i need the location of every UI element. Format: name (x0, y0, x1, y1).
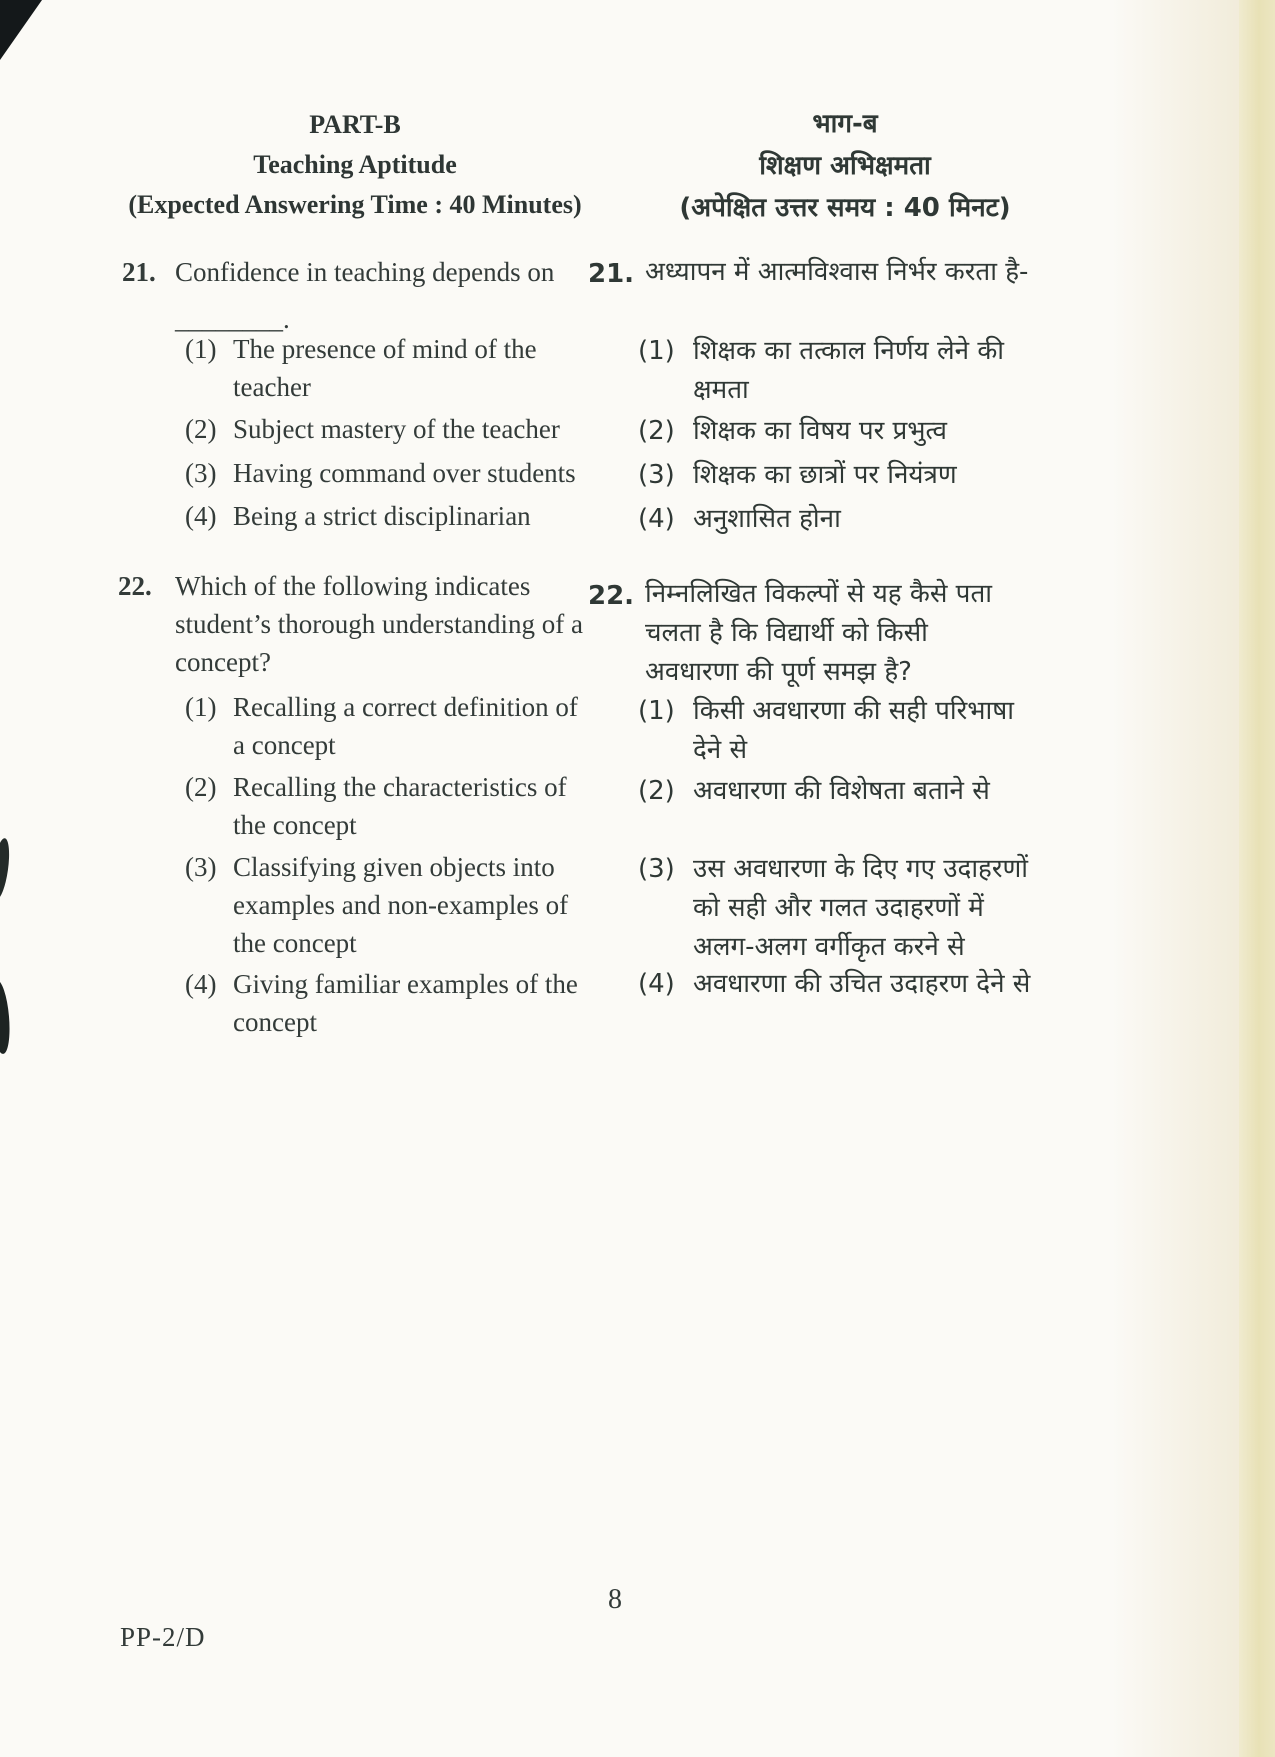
option-number: (4) (638, 969, 675, 999)
option-text (693, 772, 1163, 811)
option-number: (4) (185, 969, 217, 999)
option-line: अवधारणा की विशेषता बताने से (693, 776, 990, 806)
option-line: उस अवधारणा के दिए गए उदाहरणों (693, 854, 1029, 884)
q22-stem-line: चलता है कि विद्यार्थी को किसी (645, 618, 928, 648)
option-text (693, 412, 1163, 451)
q22-number-en: 22. (118, 571, 152, 601)
q21-number-en: 21. (122, 257, 156, 287)
scan-corner-artifact (0, 0, 42, 60)
scan-edge-mark (0, 979, 12, 1054)
q21-stem-en (175, 253, 590, 338)
q21-blank-line: ________. (175, 304, 290, 334)
option-line: अलग-अलग वर्गीकृत करने से (693, 932, 965, 962)
option-line: को सही और गलत उदाहरणों में (693, 893, 984, 923)
q21-stem-hi (645, 253, 1145, 292)
option-text (693, 692, 1163, 770)
q21-number-hi: 21. (588, 259, 635, 289)
page-number: 8 (608, 1584, 622, 1615)
option-number: (3) (185, 458, 217, 488)
section-header-hi (615, 103, 1075, 229)
option-number: (1) (638, 336, 675, 366)
option-text (233, 965, 593, 1041)
option-line: The presence of mind of the (233, 334, 537, 364)
section-header-en (120, 105, 590, 225)
q22-stem-en (175, 567, 595, 681)
q22-stem-line: निम्नलिखित विकल्पों से यह कैसे पता (645, 579, 993, 609)
option-number: (2) (185, 414, 217, 444)
scan-edge-mark (0, 837, 12, 900)
option-line: अनुशासित होना (693, 504, 841, 534)
option-line: teacher (233, 372, 311, 402)
option-number: (2) (638, 416, 675, 446)
option-number: (4) (638, 504, 675, 534)
option-line: Being a strict disciplinarian (233, 501, 531, 531)
option-text (233, 768, 593, 844)
q21-stem-line: Confidence in teaching depends on (175, 257, 555, 287)
option-number: (2) (638, 776, 675, 806)
option-line: क्षमता (693, 375, 749, 405)
option-line: concept (233, 1007, 317, 1037)
option-text (233, 330, 593, 406)
option-number: (1) (185, 334, 217, 364)
option-text (693, 332, 1163, 410)
option-text (233, 848, 593, 962)
option-text (233, 454, 593, 492)
option-number: (3) (638, 854, 675, 884)
option-line: Having command over students (233, 458, 576, 488)
option-line: देने से (693, 735, 748, 765)
option-number: (3) (185, 852, 217, 882)
option-line: the concept (233, 928, 357, 958)
option-line: शिक्षक का विषय पर प्रभुत्व (693, 416, 947, 446)
page-edge-band (1239, 0, 1275, 1757)
option-line: Subject mastery of the teacher (233, 414, 560, 444)
option-line: Recalling a correct definition of (233, 692, 578, 722)
option-line: Classifying given objects into (233, 852, 555, 882)
option-line: Recalling the characteristics of (233, 772, 567, 802)
option-text (693, 500, 1163, 539)
q22-stem-line: concept? (175, 647, 271, 677)
part-title-en: PART-B (309, 110, 401, 139)
option-line: a concept (233, 730, 336, 760)
paper-code: PP-2/D (120, 1622, 206, 1652)
part-title-hi: भाग-ब (812, 109, 878, 139)
option-line: अवधारणा की उचित उदाहरण देने से (693, 969, 1031, 999)
q22-stem-line: Which of the following indicates (175, 571, 531, 601)
option-text (693, 456, 1163, 495)
option-text (233, 497, 593, 535)
option-line: शिक्षक का तत्काल निर्णय लेने की (693, 336, 1005, 366)
option-number: (4) (185, 501, 217, 531)
time-note-hi: (अपेक्षित उत्तर समय : 40 मिनट) (679, 193, 1011, 223)
option-line: Giving familiar examples of the (233, 969, 578, 999)
subject-title-en: Teaching Aptitude (253, 150, 457, 179)
q22-stem-hi (645, 575, 1135, 692)
q21-stem-line: अध्यापन में आत्मविश्वास निर्भर करता है- (645, 257, 1029, 287)
option-text (233, 688, 593, 764)
option-number: (1) (185, 692, 217, 722)
q22-stem-line: student’s thorough understanding of a (175, 609, 583, 639)
option-text (693, 850, 1163, 967)
option-number: (1) (638, 696, 675, 726)
option-line: शिक्षक का छात्रों पर नियंत्रण (693, 460, 957, 490)
option-number: (3) (638, 460, 675, 490)
option-text (233, 410, 593, 448)
time-note-en: (Expected Answering Time : 40 Minutes) (128, 190, 582, 219)
q22-stem-line: अवधारणा की पूर्ण समझ है? (645, 657, 912, 687)
option-number: (2) (185, 772, 217, 802)
q22-number-hi: 22. (588, 581, 635, 611)
option-line: किसी अवधारणा की सही परिभाषा (693, 696, 1015, 726)
subject-title-hi: शिक्षण अभिक्षमता (759, 151, 931, 181)
option-line: examples and non-examples of (233, 890, 569, 920)
option-line: the concept (233, 810, 357, 840)
option-text (693, 965, 1163, 1004)
